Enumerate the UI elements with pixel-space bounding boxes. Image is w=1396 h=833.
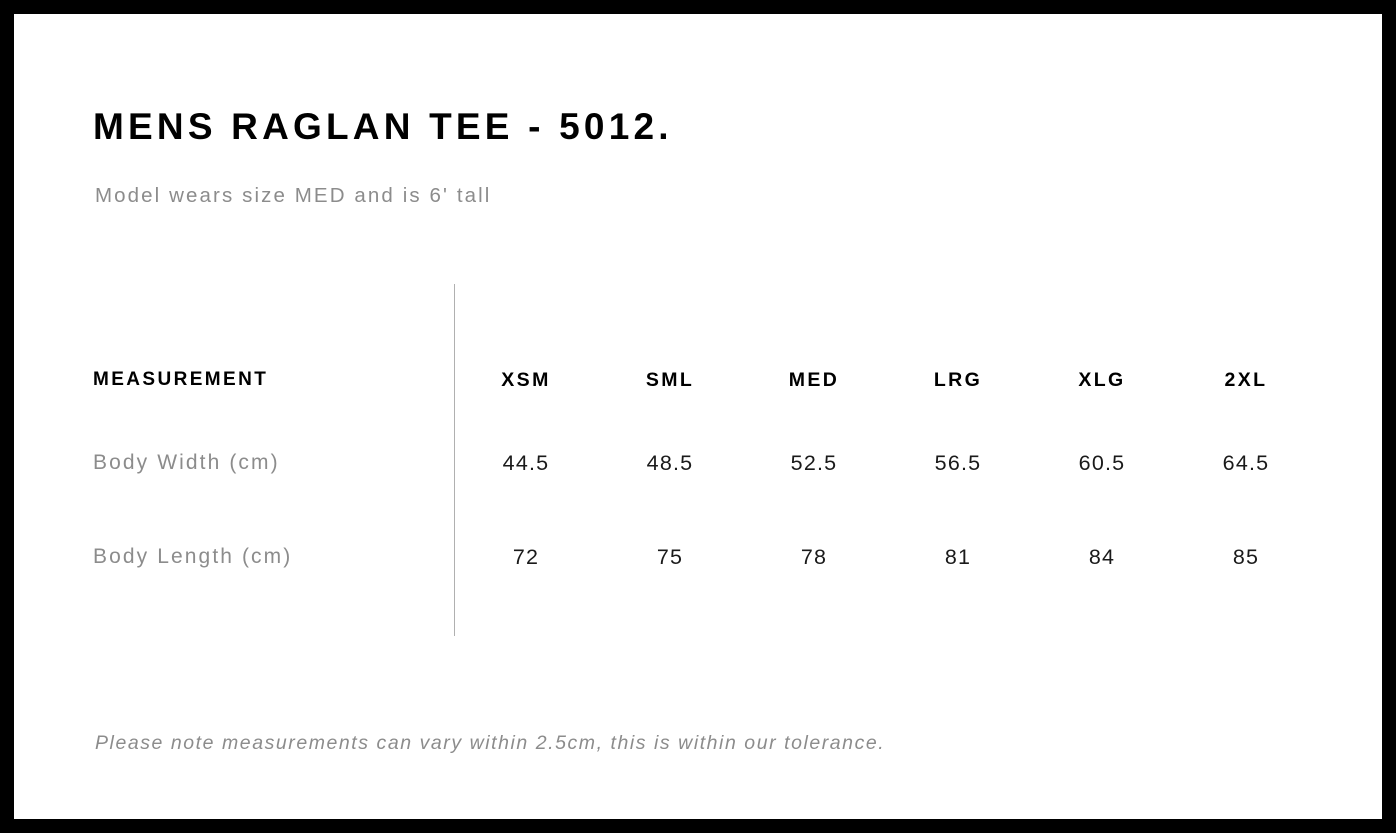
cell-body-length-xsm: 72 — [512, 544, 540, 569]
column-header-sml: SML — [645, 368, 695, 391]
cell-body-width-xlg: 60.5 — [1078, 450, 1126, 475]
column-header-xsm: XSM — [501, 368, 551, 391]
row-label-body-width: Body Width (cm) — [93, 451, 280, 474]
table-header — [93, 344, 1318, 416]
table-row — [93, 416, 1318, 510]
cell-body-width-med: 52.5 — [790, 450, 838, 475]
size-measurement-table — [93, 344, 1318, 604]
column-header-measurement: MEASUREMENT — [93, 369, 269, 390]
table-row — [93, 510, 1318, 604]
cell-body-length-lrg: 81 — [944, 544, 972, 569]
column-header-2xl: 2XL — [1224, 368, 1268, 391]
page-title: MENS RAGLAN TEE - 5012. — [93, 106, 673, 147]
cell-body-width-2xl: 64.5 — [1222, 450, 1270, 475]
table-header-row — [93, 344, 1318, 416]
column-header-med: MED — [788, 368, 840, 391]
cell-body-width-xsm: 44.5 — [502, 450, 550, 475]
cell-body-length-2xl: 85 — [1232, 544, 1260, 569]
model-info-text: Model wears size MED and is 6' tall — [95, 184, 492, 207]
cell-body-length-xlg: 84 — [1088, 544, 1116, 569]
row-label-body-length: Body Length (cm) — [93, 545, 293, 568]
cell-body-length-sml: 75 — [656, 544, 684, 569]
column-header-xlg: XLG — [1078, 368, 1126, 391]
cell-body-length-med: 78 — [800, 544, 828, 569]
tolerance-note: Please note measurements can vary within 2.5cm, this is within our tolerance. — [95, 732, 886, 754]
cell-body-width-sml: 48.5 — [646, 450, 694, 475]
table-body — [93, 416, 1318, 604]
size-chart-page — [14, 14, 1382, 819]
column-header-lrg: LRG — [933, 368, 983, 391]
cell-body-width-lrg: 56.5 — [934, 450, 982, 475]
size-chart-content — [93, 14, 1382, 819]
